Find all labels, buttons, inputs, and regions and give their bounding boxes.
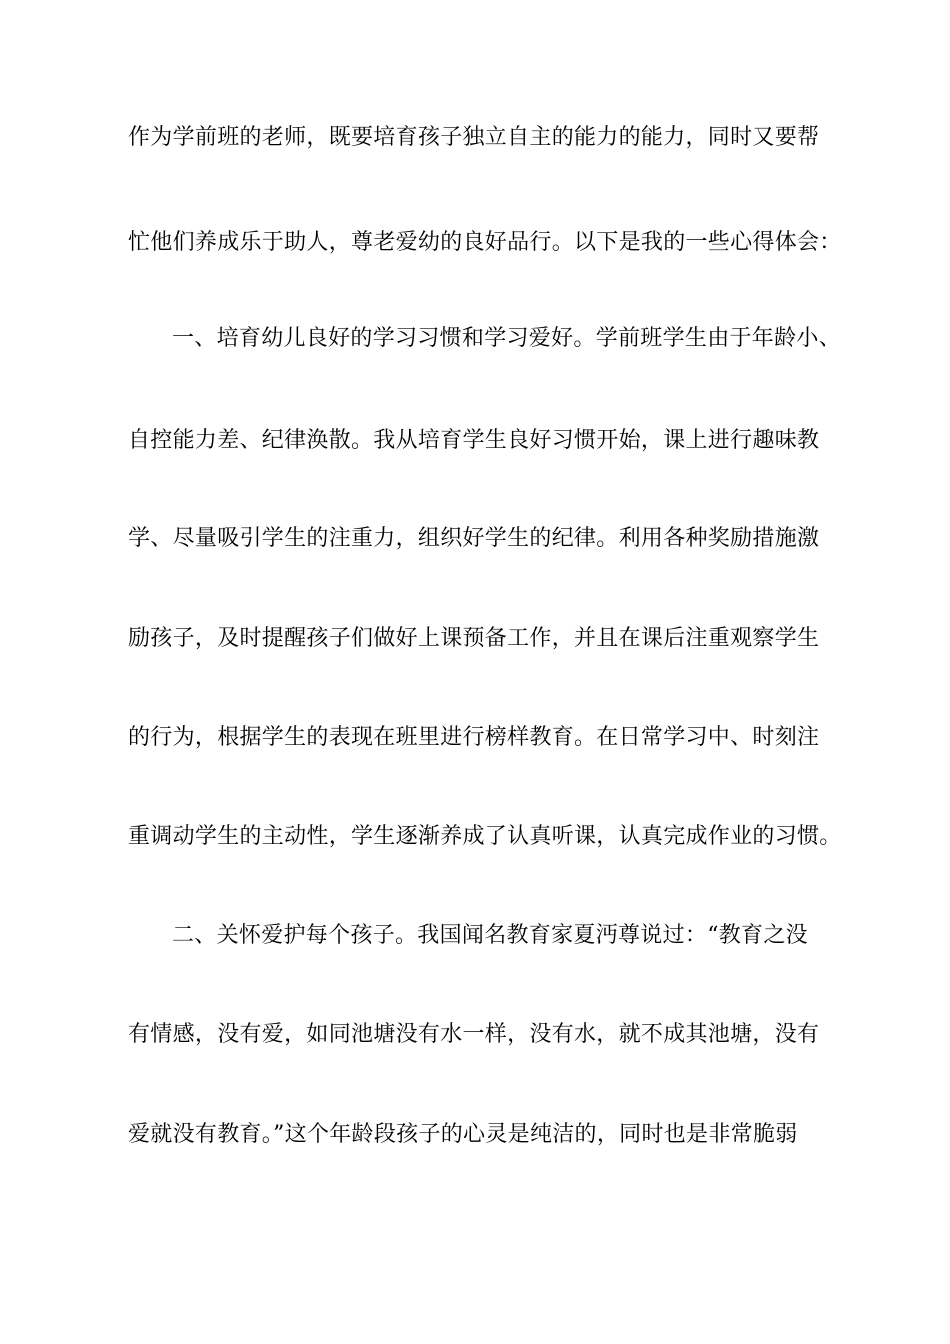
paragraph-line: 忙他们养成乐于助人，尊老爱幼的良好品行。以下是我的一些心得体会： bbox=[128, 230, 842, 255]
paragraph-line: 的行为，根据学生的表现在班里进行榜样教育。在日常学习中、时刻注 bbox=[128, 725, 820, 750]
paragraph-line: 有情感，没有爱，如同池塘没有水一样，没有水，就不成其池塘，没有 bbox=[128, 1022, 820, 1047]
paragraph-line: 重调动学生的主动性，学生逐渐养成了认真听课，认真完成作业的习惯。 bbox=[128, 824, 842, 849]
paragraph-line: 励孩子，及时提醒孩子们做好上课预备工作，并且在课后注重观察学生 bbox=[128, 626, 820, 651]
paragraph-line: 爱就没有教育。”这个年龄段孩子的心灵是纯洁的，同时也是非常脆弱 bbox=[128, 1122, 798, 1147]
paragraph-line: 学、尽量吸引学生的注重力，组织好学生的纪律。利用各种奖励措施激 bbox=[128, 526, 820, 551]
section-heading-line: 一、培育幼儿良好的学习习惯和学习爱好。学前班学生由于年龄小、 bbox=[172, 326, 842, 351]
section-heading-line: 二、关怀爱护每个孩子。我国闻名教育家夏沔尊说过：“教育之没 bbox=[172, 923, 808, 948]
paragraph-line: 自控能力差、纪律涣散。我从培育学生良好习惯开始，课上进行趣味教 bbox=[128, 428, 820, 453]
paragraph-line: 作为学前班的老师，既要培育孩子独立自主的能力的能力，同时又要帮 bbox=[128, 125, 820, 150]
